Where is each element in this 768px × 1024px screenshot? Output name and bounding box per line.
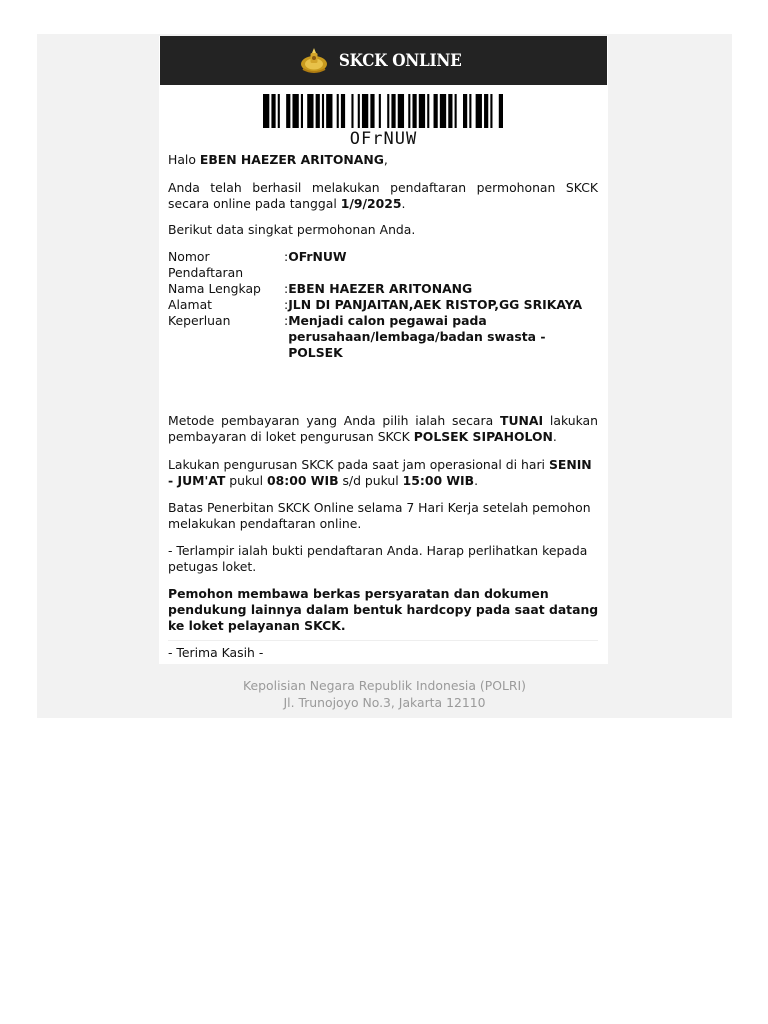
payment-paragraph: Metode pembayaran yang Anda pilih ialah secara TUNAI lakukan pembayaran di loket pengurusan SKCK POLSEK SIPAHOLON.	[168, 413, 598, 444]
header-logo	[299, 47, 468, 75]
registration-date: 1/9/2025	[340, 196, 402, 211]
payment-place: POLSEK SIPAHOLON	[413, 429, 553, 444]
schedule-paragraph: Lakukan pengurusan SKCK pada saat jam operasional di hari SENIN - JUM'AT pukul 08:00 WIB s/d pukul 15:00 WIB.	[168, 457, 592, 488]
barcode-bar	[351, 94, 353, 128]
detail-row-alamat: Alamat :JLN DI PANJAITAN,AEK RISTOP,GG SRIKAYA	[168, 297, 583, 312]
payment-method: TUNAI	[500, 413, 544, 428]
detail-label: Alamat	[168, 297, 213, 312]
header-bar	[160, 36, 607, 85]
barcode-bar	[286, 94, 290, 128]
thanks-text: - Terima Kasih -	[168, 645, 264, 660]
barcode-bar	[379, 94, 381, 128]
barcode-bar	[398, 94, 404, 128]
schedule-days: SENIN - JUM'AT	[168, 457, 592, 488]
barcode-bar	[358, 94, 360, 128]
barcode-bar	[455, 94, 457, 128]
barcode-bar	[469, 94, 471, 128]
barcode-bar	[440, 94, 446, 128]
barcode-bar	[448, 94, 452, 128]
barcode-bar	[434, 94, 438, 128]
barcode-code: OFrNUW	[349, 129, 418, 149]
barcode-bar	[292, 94, 298, 128]
barcode-bar	[463, 94, 467, 128]
greeting: Halo EBEN HAEZER ARITONANG,	[168, 152, 388, 167]
detail-label: Keperluan	[168, 313, 231, 328]
barcode-image	[263, 94, 503, 128]
summary-intro: Berikut data singkat permohonan Anda.	[168, 222, 416, 237]
deadline-paragraph: Batas Penerbitan SKCK Online selama 7 Hari Kerja setelah pemohon melakukan pendaftaran online.	[168, 500, 591, 531]
footer	[37, 677, 732, 711]
barcode-bar	[263, 94, 269, 128]
footer-org: Kepolisian Negara Republik Indonesia (POLRI)	[243, 678, 526, 693]
barcode-bar	[307, 94, 313, 128]
barcode-bar	[278, 94, 280, 128]
divider	[168, 640, 598, 641]
detail-label: Nama Lengkap	[168, 281, 261, 296]
detail-value: OFrNUW	[288, 249, 347, 264]
barcode-bar	[408, 94, 410, 128]
applicant-name: EBEN HAEZER ARITONANG	[199, 152, 384, 167]
detail-row-keperluan: Keperluan : Menjadi calon pegawai pada perusahaan/lembaga/badan swasta - POLSEK	[168, 313, 598, 361]
footer-address: Jl. Trunojoyo No.3, Jakarta 12110	[283, 695, 486, 710]
barcode-bar	[370, 94, 374, 128]
barcode-bar	[316, 94, 320, 128]
barcode-bar	[476, 94, 482, 128]
barcode-bar	[271, 94, 275, 128]
barcode-bar	[427, 94, 429, 128]
barcode-bar	[499, 94, 503, 128]
detail-row-nomor: Nomor Pendaftaran :OFrNUW	[168, 249, 347, 280]
barcode-bar	[484, 94, 488, 128]
barcode-bar	[322, 94, 324, 128]
detail-label: Nomor Pendaftaran	[168, 249, 244, 280]
barcode-bar	[341, 94, 345, 128]
registration-paragraph: Anda telah berhasil melakukan pendaftaran permohonan SKCK secara online pada tanggal 1/9/2025.	[168, 180, 598, 211]
barcode-bar	[301, 94, 303, 128]
schedule-open: 08:00 WIB	[267, 473, 339, 488]
barcode-bar	[490, 94, 492, 128]
barcode-bar	[337, 94, 339, 128]
barcode-bar	[412, 94, 416, 128]
barcode-bar	[419, 94, 425, 128]
brand-title: SKCK ONLINE	[338, 50, 462, 71]
barcode-bar	[391, 94, 395, 128]
detail-value: Menjadi calon pegawai pada perusahaan/lembaga/badan swasta - POLSEK	[288, 313, 546, 360]
schedule-close: 15:00 WIB	[402, 473, 475, 488]
polri-emblem-icon	[299, 47, 329, 75]
barcode-bar	[326, 94, 332, 128]
detail-value: JLN DI PANJAITAN,AEK RISTOP,GG SRIKAYA	[288, 297, 583, 312]
detail-value: EBEN HAEZER ARITONANG	[288, 281, 473, 296]
barcode-bar	[387, 94, 389, 128]
detail-row-nama: Nama Lengkap :EBEN HAEZER ARITONANG	[168, 281, 473, 296]
email-card	[159, 36, 608, 664]
applicant-details	[168, 249, 598, 361]
barcode-bar	[362, 94, 368, 128]
attachment-note: - Terlampir ialah bukti pendaftaran Anda. Harap perlihatkan kepada petugas loket.	[168, 543, 588, 574]
documents-note: Pemohon membawa berkas persyaratan dan dokumen pendukung lainnya dalam bentuk hardcopy pada saat datang ke loket pelayanan SKCK.	[168, 586, 599, 633]
